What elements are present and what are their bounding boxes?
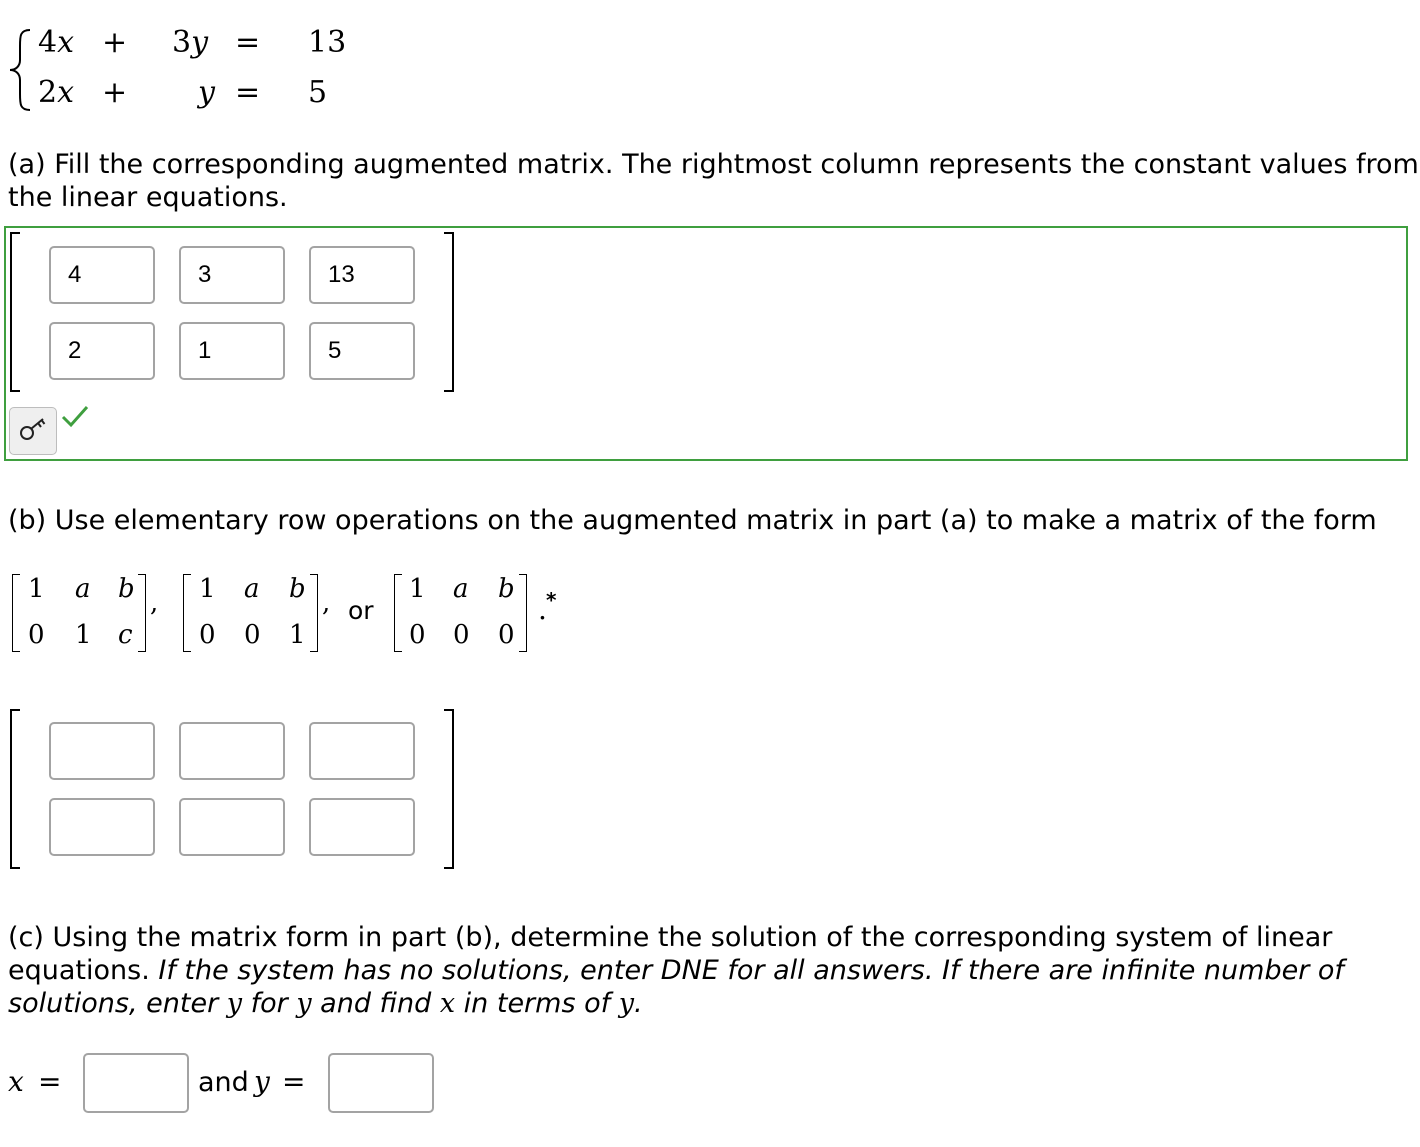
form1-right-bracket: [138, 574, 146, 652]
form1-left-bracket: [12, 574, 20, 652]
matrix-b-left-bracket: [10, 709, 20, 869]
matrix-a-cell-r1c3[interactable]: [309, 246, 415, 304]
form2-r2c1: 0: [199, 620, 216, 650]
matrix-b-cell-r2c2[interactable]: [179, 798, 285, 856]
form1-comma: ,: [150, 588, 159, 618]
part-c-line3: solutions, enter y for y and find x in terms of y.: [8, 988, 643, 1019]
form3-r1c2: a: [453, 574, 469, 604]
checkmark-icon: [60, 404, 90, 428]
matrix-a-cell-r2c2[interactable]: [179, 322, 285, 380]
row2-plus: +: [102, 75, 128, 110]
form1-r1c2: a: [75, 574, 91, 604]
form2-left-bracket: [183, 574, 191, 652]
y-equals: =: [282, 1065, 306, 1098]
form3-r1c1: 1: [409, 574, 426, 604]
form3-r2c3: 0: [498, 620, 515, 650]
y-answer-input[interactable]: [328, 1053, 434, 1113]
x-answer-input[interactable]: [83, 1053, 189, 1113]
matrix-b-cell-r2c3[interactable]: [309, 798, 415, 856]
part-c-line1: (c) Using the matrix form in part (b), determine the solution of the corresponding system of linear: [8, 922, 1333, 953]
row2-rhs: 5: [308, 75, 328, 110]
form3-r1c3: b: [498, 574, 515, 604]
required-star: *: [546, 588, 557, 612]
matrix-a-left-bracket: [10, 232, 20, 392]
form2-r1c1: 1: [199, 574, 216, 604]
form2-r2c2: 0: [244, 620, 261, 650]
part-c-line2: equations. If the system has no solutions, enter DNE for all answers. If there are infinite number of: [8, 955, 1344, 986]
y-variable-label: y: [254, 1065, 270, 1098]
matrix-b-cell-r2c1[interactable]: [49, 798, 155, 856]
row2-coef-x: 2x: [38, 75, 75, 110]
part-a-prompt: [8, 148, 1419, 214]
matrix-a-cell-r2c1[interactable]: [49, 322, 155, 380]
form2-right-bracket: [310, 574, 318, 652]
form3-left-bracket: [394, 574, 402, 652]
part-a-prompt-line1: (a) Fill the corresponding augmented matrix. The rightmost column represents the constant values from: [8, 149, 1419, 180]
form1-r1c3: b: [118, 574, 135, 604]
form3-r2c1: 0: [409, 620, 426, 650]
form1-r2c3: c: [118, 620, 133, 650]
row1-coef-y: 3y: [172, 25, 209, 60]
key-icon: [10, 408, 55, 453]
matrix-b-cell-r1c3[interactable]: [309, 722, 415, 780]
left-brace: [8, 28, 34, 112]
row1-plus: +: [102, 25, 128, 60]
form2-comma: ,: [322, 588, 331, 618]
matrix-b-cell-r1c2[interactable]: [179, 722, 285, 780]
x-variable-label: x: [8, 1065, 24, 1098]
x-equals: =: [38, 1065, 62, 1098]
form3-right-bracket: [519, 574, 527, 652]
form1-r2c1: 0: [28, 620, 45, 650]
form2-r1c2: a: [244, 574, 260, 604]
row1-coef-x: 4x: [38, 25, 75, 60]
form-end-period: .: [538, 593, 547, 626]
answer-key-button[interactable]: [9, 407, 57, 455]
part-a-prompt-line2: the linear equations.: [8, 182, 288, 213]
part-c-prompt: [8, 921, 1344, 1020]
matrix-a-cell-r1c1[interactable]: [49, 246, 155, 304]
row1-rhs: 13: [308, 25, 347, 60]
form3-r2c2: 0: [453, 620, 470, 650]
form1-r1c1: 1: [28, 574, 45, 604]
row2-coef-y: y: [198, 75, 215, 110]
form2-r2c3: 1: [289, 620, 306, 650]
part-b-prompt: (b) Use elementary row operations on the augmented matrix in part (a) to make a matrix of the form: [8, 505, 1377, 536]
or-label: or: [348, 596, 374, 625]
and-label: and: [198, 1067, 249, 1098]
form1-r2c2: 1: [75, 620, 92, 650]
matrix-a-right-bracket: [444, 232, 454, 392]
row1-equals: =: [235, 25, 261, 60]
matrix-b-right-bracket: [444, 709, 454, 869]
row2-equals: =: [235, 75, 261, 110]
matrix-a-cell-r1c2[interactable]: [179, 246, 285, 304]
form2-r1c3: b: [289, 574, 306, 604]
matrix-a-cell-r2c3[interactable]: [309, 322, 415, 380]
matrix-b-cell-r1c1[interactable]: [49, 722, 155, 780]
